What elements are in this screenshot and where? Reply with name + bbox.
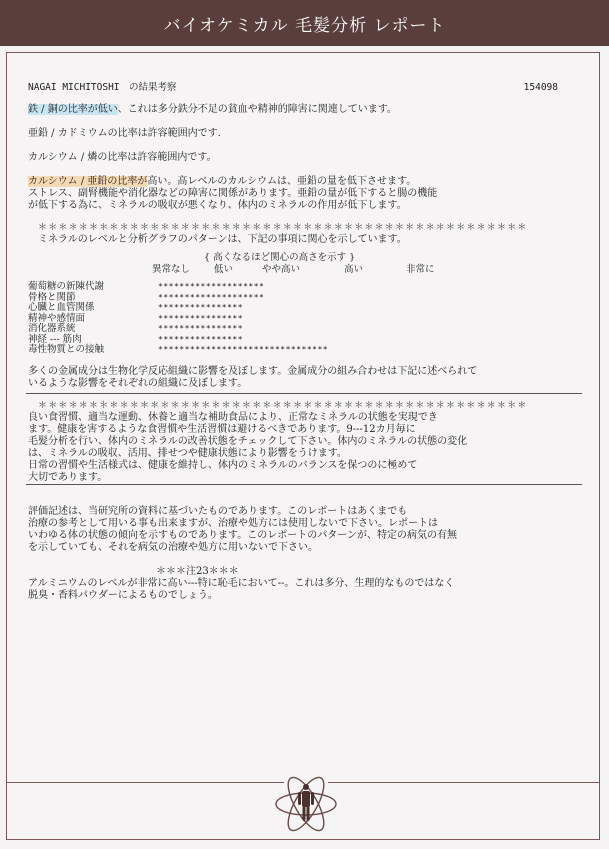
graph-row-label: 消化器系統	[28, 323, 76, 334]
scale-label-none: 異常なし	[152, 264, 191, 275]
graph-row	[28, 303, 328, 314]
note-title: ＊＊＊注23＊＊＊	[156, 565, 239, 577]
finding-calcium-zinc	[28, 176, 548, 212]
graph-row	[28, 282, 328, 293]
graph-row-label: 葡萄糖の新陳代謝	[28, 281, 105, 292]
divider-rule	[26, 393, 582, 394]
graph-row-label: 心臓と血管関係	[28, 302, 95, 313]
client-name-line: NAGAI MICHITOSHI の結果考察	[28, 82, 177, 93]
concern-graph	[28, 282, 328, 356]
graph-row-bar: ********************	[158, 282, 265, 291]
graph-row	[28, 345, 328, 356]
divider-rule	[26, 484, 582, 485]
report-title: バイオケミカル 毛髪分析 レポート	[163, 15, 446, 36]
graph-row-bar: ****************	[158, 303, 244, 312]
report-id: 154098	[523, 82, 558, 93]
report-content	[28, 82, 558, 602]
disclaimer-paragraph: 評価記述は、当研究所の資料に基づいたものであります。このレポートはあくまでも 治療の参考として用いる事も出来ますが、治療や処方には使用しないで下さい。レポートは いわゆる体の状態の傾向を示すものであります。このレポートのパターンが、特定の病気の有無 を示していても、それを病気の治療や処方に用いないで下さい。	[28, 505, 457, 553]
scale-label-low: 低い	[214, 264, 234, 275]
scale-label-mid: やや高い	[262, 264, 301, 275]
report-name-row	[28, 82, 558, 96]
graph-row-bar: ********************	[158, 292, 265, 302]
metals-paragraph: 多くの金属成分は生物化学反応組織に影響を及ぼします。金属成分の組み合わせは下記に述べられて いるような影響をそれぞれの組織に及ぼします。	[28, 365, 478, 389]
graph-row-label: 毒性物質との接触	[28, 344, 105, 355]
graph-row	[28, 324, 328, 335]
graph-row-label: 骨格と関節	[28, 291, 76, 303]
scale-label-very-high: 非常に	[406, 264, 435, 275]
graph-row-bar: ****************	[158, 334, 244, 344]
report-header	[0, 0, 609, 46]
scale-label-high: 高い	[344, 264, 364, 275]
star-divider: ＊＊＊＊＊＊＊＊＊＊＊＊＊＊＊＊＊＊＊＊＊＊＊＊＊＊＊＊＊＊＊＊＊＊＊＊＊＊＊＊＊＊＊＊＊＊＊＊	[38, 400, 528, 411]
scale-labels	[28, 264, 548, 276]
graph-row-label: 神経 --- 筋肉	[28, 333, 82, 345]
graph-row-bar: ****************	[158, 313, 244, 323]
atom-figure-logo-icon	[264, 768, 348, 838]
finding-highlight: カルシウム / 亜鉛の比率が	[28, 176, 148, 187]
finding-zinc-cadmium: 亜鉛 / カドミウムの比率は許容範囲内です.	[28, 128, 221, 139]
advice-paragraph: 良い食習慣、適当な運動、休養と適当な補助食品により、正常なミネラルの状態を実現でき ます。健康を害するような食習慣や生活習慣は避けるべきであります。9---12カ月毎に 毛髪分析を行い、体内のミネラルの改善状態をチェックして下さい。体内のミネラルの状態の変化 は、ミネラルの吸収、活用、排せつや健康状態により影響をうけます。 日常の習慣や生活様式は、健康を維持し、体内のミネラルのバランスを保つのに極めて 大切であります。	[28, 411, 468, 483]
note-paragraph: アルミニウムのレベルが非常に高い---特に恥毛において--。これは多分、生理的なものではなく 脱臭・香料パウダーによるものでしょう。	[28, 577, 455, 601]
graph-intro: ミネラルのレベルと分析グラフのパターンは、下記の事項に関心を示しています。	[38, 234, 407, 245]
finding-highlight: 鉄 / 銅の比率が低い	[28, 104, 118, 115]
finding-calcium-phosphorus: カルシウム / 燐の比率は許容範囲内です。	[28, 152, 217, 163]
finding-iron-copper	[28, 104, 548, 116]
star-divider: ＊＊＊＊＊＊＊＊＊＊＊＊＊＊＊＊＊＊＊＊＊＊＊＊＊＊＊＊＊＊＊＊＊＊＊＊＊＊＊＊＊＊＊＊＊＊＊＊	[38, 223, 528, 233]
graph-row-bar: ********************************	[158, 345, 329, 354]
finding-text: 、これは多分鉄分不足の貧血や精神的障害に関連しています。	[117, 104, 397, 115]
graph-row-bar: ****************	[158, 324, 244, 333]
finding-text: 高い。高レベルのカルシウムは、亜鉛の量を低下させます。 ストレス、副腎機能や消化器などの障害に関係があります。亜鉛の量が低下すると腸の機能 が低下する為に、ミネラルの吸収が悪くなり、体内のミネラルの作用が低下します。	[28, 176, 438, 211]
scale-title: { 高くなるほど関心の高さを示す }	[204, 252, 356, 263]
graph-row-label: 精神や感情面	[28, 312, 86, 324]
